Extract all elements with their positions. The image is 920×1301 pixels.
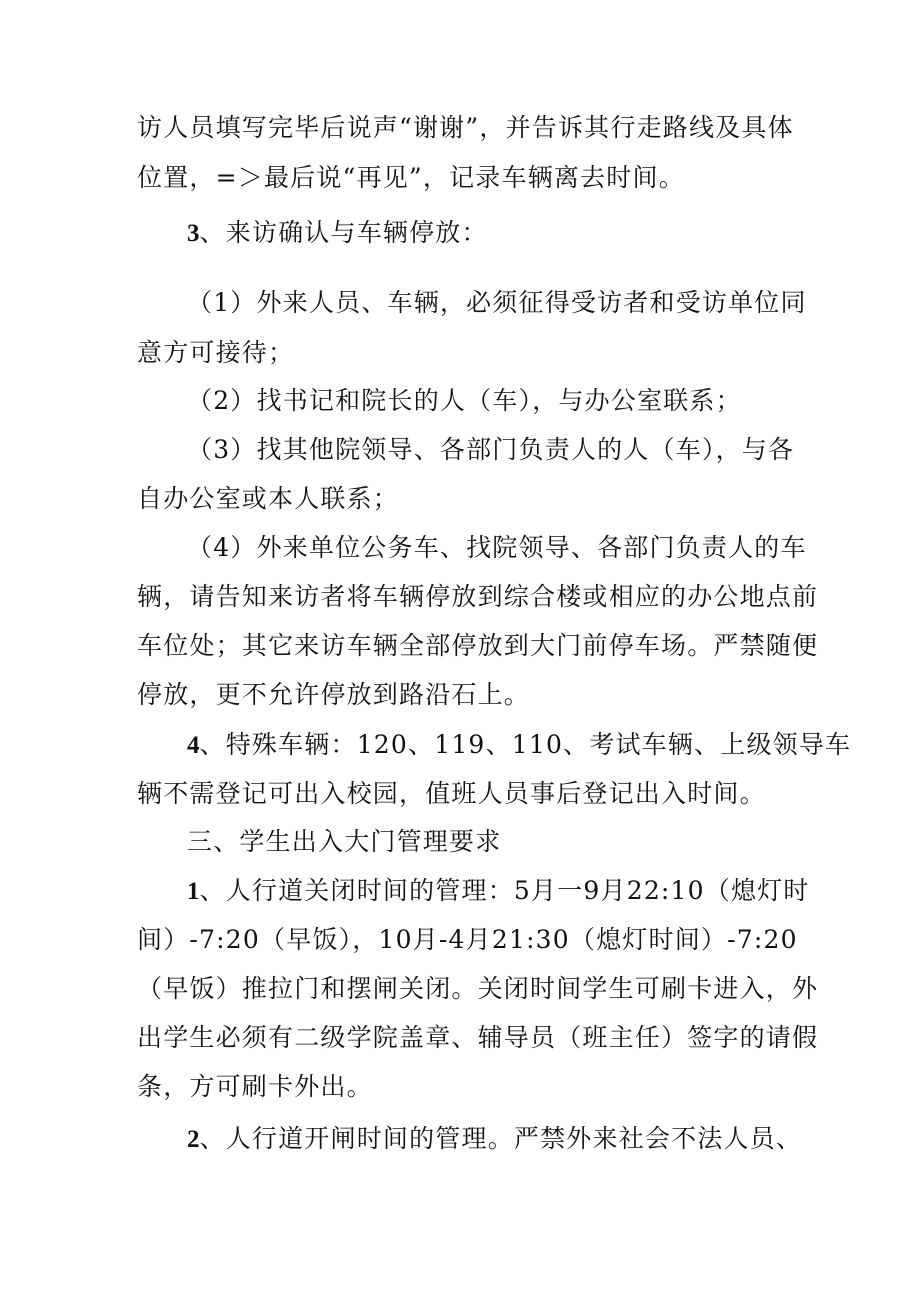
list-item-line: 自办公室或本人联系； [137, 484, 400, 513]
list-item-line: 停放，更不允许停放到路沿石上。 [137, 680, 531, 709]
paragraph-line: （早饭）推拉门和摆闸关闭。关闭时间学生可刷卡进入，外 [137, 974, 819, 1003]
section-number: 4 [187, 732, 200, 759]
paragraph-line: 间）-7:20（早饭），10月-4月21:30（熄灯时间）-7:20 [137, 925, 798, 954]
section-heading: 4、特殊车辆：120、119、110、考试车辆、上级领导车 [187, 730, 852, 759]
section-heading: 2、人行道开闸时间的管理。严禁外来社会不法人员、 [187, 1124, 803, 1153]
section-heading: 1、人行道关闭时间的管理：5月一9月22:10（熄灯时 [187, 876, 810, 905]
paragraph-line: 出学生必须有二级学院盖章、辅导员（班主任）签字的请假 [137, 1023, 819, 1052]
section-number: 1 [187, 878, 200, 905]
list-item-line: （1）外来人员、车辆，必须征得受访者和受访单位同 [187, 288, 807, 317]
list-item-line: 辆，请告知来访者将车辆停放到综合楼或相应的办公地点前 [137, 582, 819, 611]
list-item-line: 车位处；其它来访车辆全部停放到大门前停车场。严禁随便 [137, 631, 819, 660]
list-item-line: （4）外来单位公务车、找院领导、各部门负责人的车 [187, 533, 807, 562]
paragraph-line: 位置，=＞最后说“再见”，记录车辆离去时间。 [137, 163, 685, 192]
paragraph-line: 辆不需登记可出入校园，值班人员事后登记出入时间。 [137, 779, 766, 808]
list-item-line: （2）找书记和院长的人（车），与办公室联系； [187, 386, 742, 415]
section-number: 3 [187, 220, 200, 247]
section-number: 2 [187, 1126, 200, 1153]
list-item-line: （3）找其他院领导、各部门负责人的人（车），与各 [187, 435, 795, 464]
section-heading: 3、来访确认与车辆停放： [187, 218, 488, 247]
list-item-line: 意方可接待； [137, 338, 295, 367]
chapter-heading: 三、学生出入大门管理要求 [187, 827, 502, 856]
paragraph-line: 条，方可刷卡外出。 [137, 1072, 373, 1101]
paragraph-line: 访人员填写完毕后说声“谢谢”，并告诉其行走路线及具体 [137, 113, 794, 142]
